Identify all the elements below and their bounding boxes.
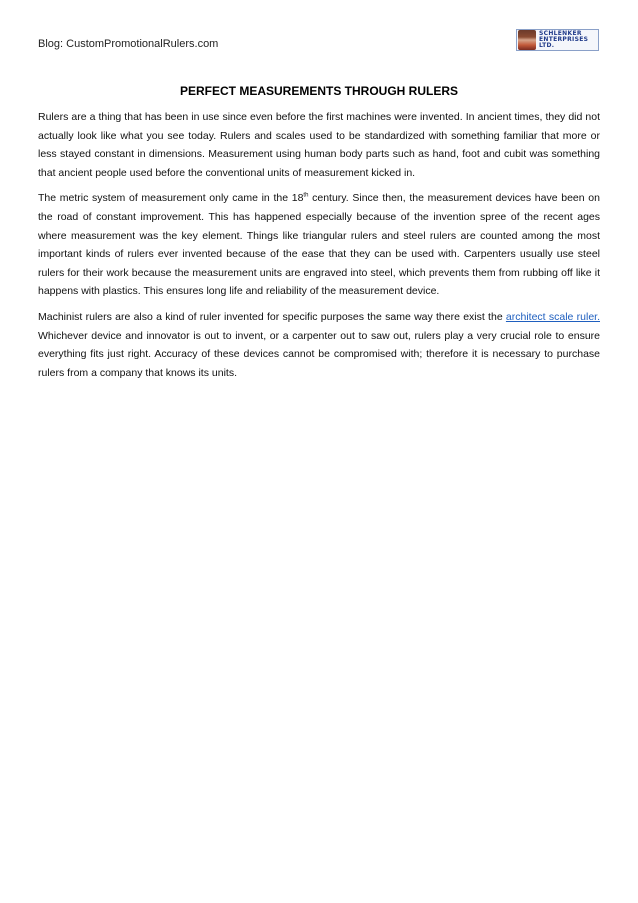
logo-text-line-3: LTD. [539,42,555,49]
logo-portrait-image [518,30,536,50]
paragraph-2-text-b: century. Since then, the measurement devices have been on the road of constant improvement. This has happened especially because of the invention spree of the recent ages where measurement was the key element. Things like triangular rulers and steel rulers are counted among the most important kinds of rulers ever invented because of the ease that they can be used with. Carpenters usually use steel rulers for their work because the measurement units are engraved into steel, which prevents them from rubbing off like it happens with plastics. This ensures long life and reliability of the measurement device. [38,192,600,298]
article-body [38,108,600,389]
logo-text [539,31,597,49]
article-title: PERFECT MEASUREMENTS THROUGH RULERS [179,84,458,98]
paragraph-1: Rulers are a thing that has been in use since even before the first machines were invented. In ancient times, they did not actually look like what you see today. Rulers and scales used to be standardized with something familiar that more or less stayed constant in dimensions. Measurement using human body parts such as hand, foot and cubit was something that ancient people used before the conventional units of measurement kicked in. [38,111,600,179]
blog-header-label: Blog: CustomPromotionalRulers.com [38,38,219,50]
paragraph-3-text-a: Machinist rulers are also a kind of ruler invented for specific purposes the same way there exist the [38,310,506,323]
logo-text-line-1: SCHLENKER [539,30,582,37]
company-logo [516,29,599,51]
paragraph-2-text-a: The metric system of measurement only came in the 18 [38,192,304,205]
paragraph-3-text-b: Whichever device and innovator is out to invent, or a carpenter out to saw out, rulers play a very crucial role to ensure everything fits just right. Accuracy of these devices cannot be compromised with; therefore it is necessary to purchase rulers from a company that knows its units. [38,329,600,379]
logo-text-line-2: ENTERPRISES [539,36,589,43]
architect-scale-ruler-link[interactable]: architect scale ruler. [505,310,600,323]
superscript-th: th [303,192,309,199]
paragraph-3 [38,308,600,382]
paragraph-2 [38,189,600,301]
